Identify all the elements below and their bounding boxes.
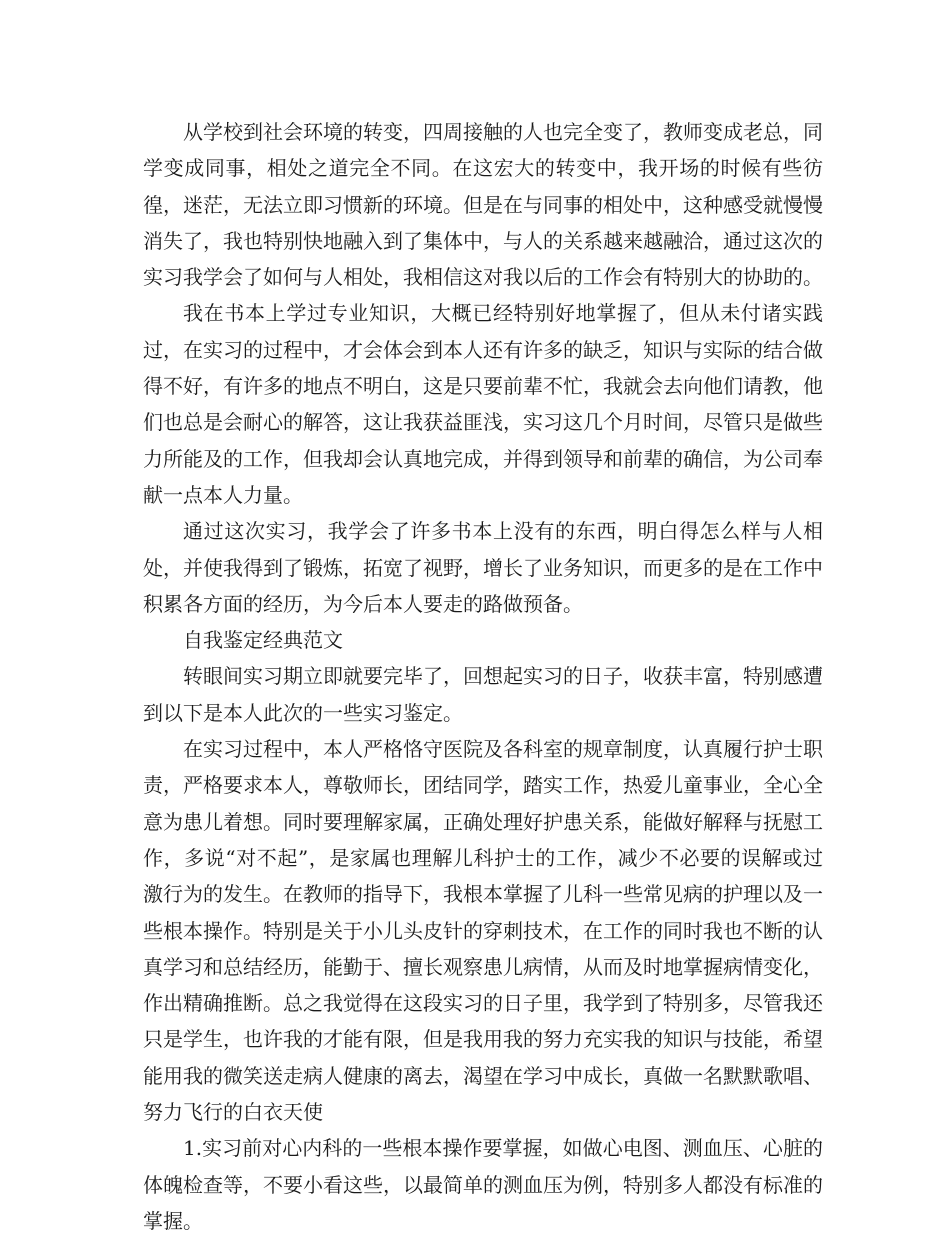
paragraph: 转眼间实习期立即就要完毕了，回想起实习的日子，收获丰富，特别感遭到以下是本人此次的一些实习鉴定。 [143,664,823,725]
document-body [143,114,823,1239]
section-heading: 自我鉴定经典范文 [183,628,343,653]
numbered-paragraph: 1.实习前对心内科的一些根本操作要掌握，如做心电图、测血压、心脏的体魄检查等，不要小看这些，以最简单的测血压为例，特别多人都没有标准的掌握。 [143,1136,823,1233]
paragraph: 在实习过程中，本人严格恪守医院及各科室的规章制度，认真履行护士职责，严格要求本人，尊敬师长，团结同学，踏实工作，热爱儿童事业，全心全意为患儿着想。同时要理解家属，正确处理好护患关系，能做好解释与抚慰工作，多说“对不起”，是家属也理解儿科护士的工作，减少不必要的误解或过激行为的发生。在教师的指导下，我根本掌握了儿科一些常见病的护理以及一些根本操作。特别是关于小儿头皮针的穿刺技术，在工作的同时我也不断的认真学习和总结经历，能勤于、擅长观察患儿病情，从而及时地掌握病情变化，作出精确推断。总之我觉得在这段实习的日子里，我学到了特别多，尽管我还只是学生，也许我的才能有限，但是我用我的努力充实我的知识与技能，希望能用我的微笑送走病人健康的离去，渴望在学习中成长，真做一名默默歌唱、努力飞行的白衣天使 [143,737,823,1125]
paragraph: 从学校到社会环境的转变，四周接触的人也完全变了，教师变成老总，同学变成同事，相处之道完全不同。在这宏大的转变中，我开场的时候有些彷徨，迷茫，无法立即习惯新的环境。但是在与同事的相处中，这种感受就慢慢消失了，我也特别快地融入到了集体中，与人的关系越来越融洽，通过这次的实习我学会了如何与人相处，我相信这对我以后的工作会有特别大的协助的。 [143,120,823,290]
paragraph: 通过这次实习，我学会了许多书本上没有的东西，明白得怎么样与人相处，并使我得到了锻炼，拓宽了视野，增长了业务知识，而更多的是在工作中积累各方面的经历，为今后本人要走的路做预备。 [143,519,823,616]
paragraph: 我在书本上学过专业知识，大概已经特别好地掌握了，但从未付诸实践过，在实习的过程中，才会体会到本人还有许多的缺乏，知识与实际的结合做得不好，有许多的地点不明白，这是只要前辈不忙，我就会去向他们请教，他们也总是会耐心的解答，这让我获益匪浅，实习这几个月时间，尽管只是做些力所能及的工作，但我却会认真地完成，并得到领导和前辈的确信，为公司奉献一点本人力量。 [143,301,823,507]
